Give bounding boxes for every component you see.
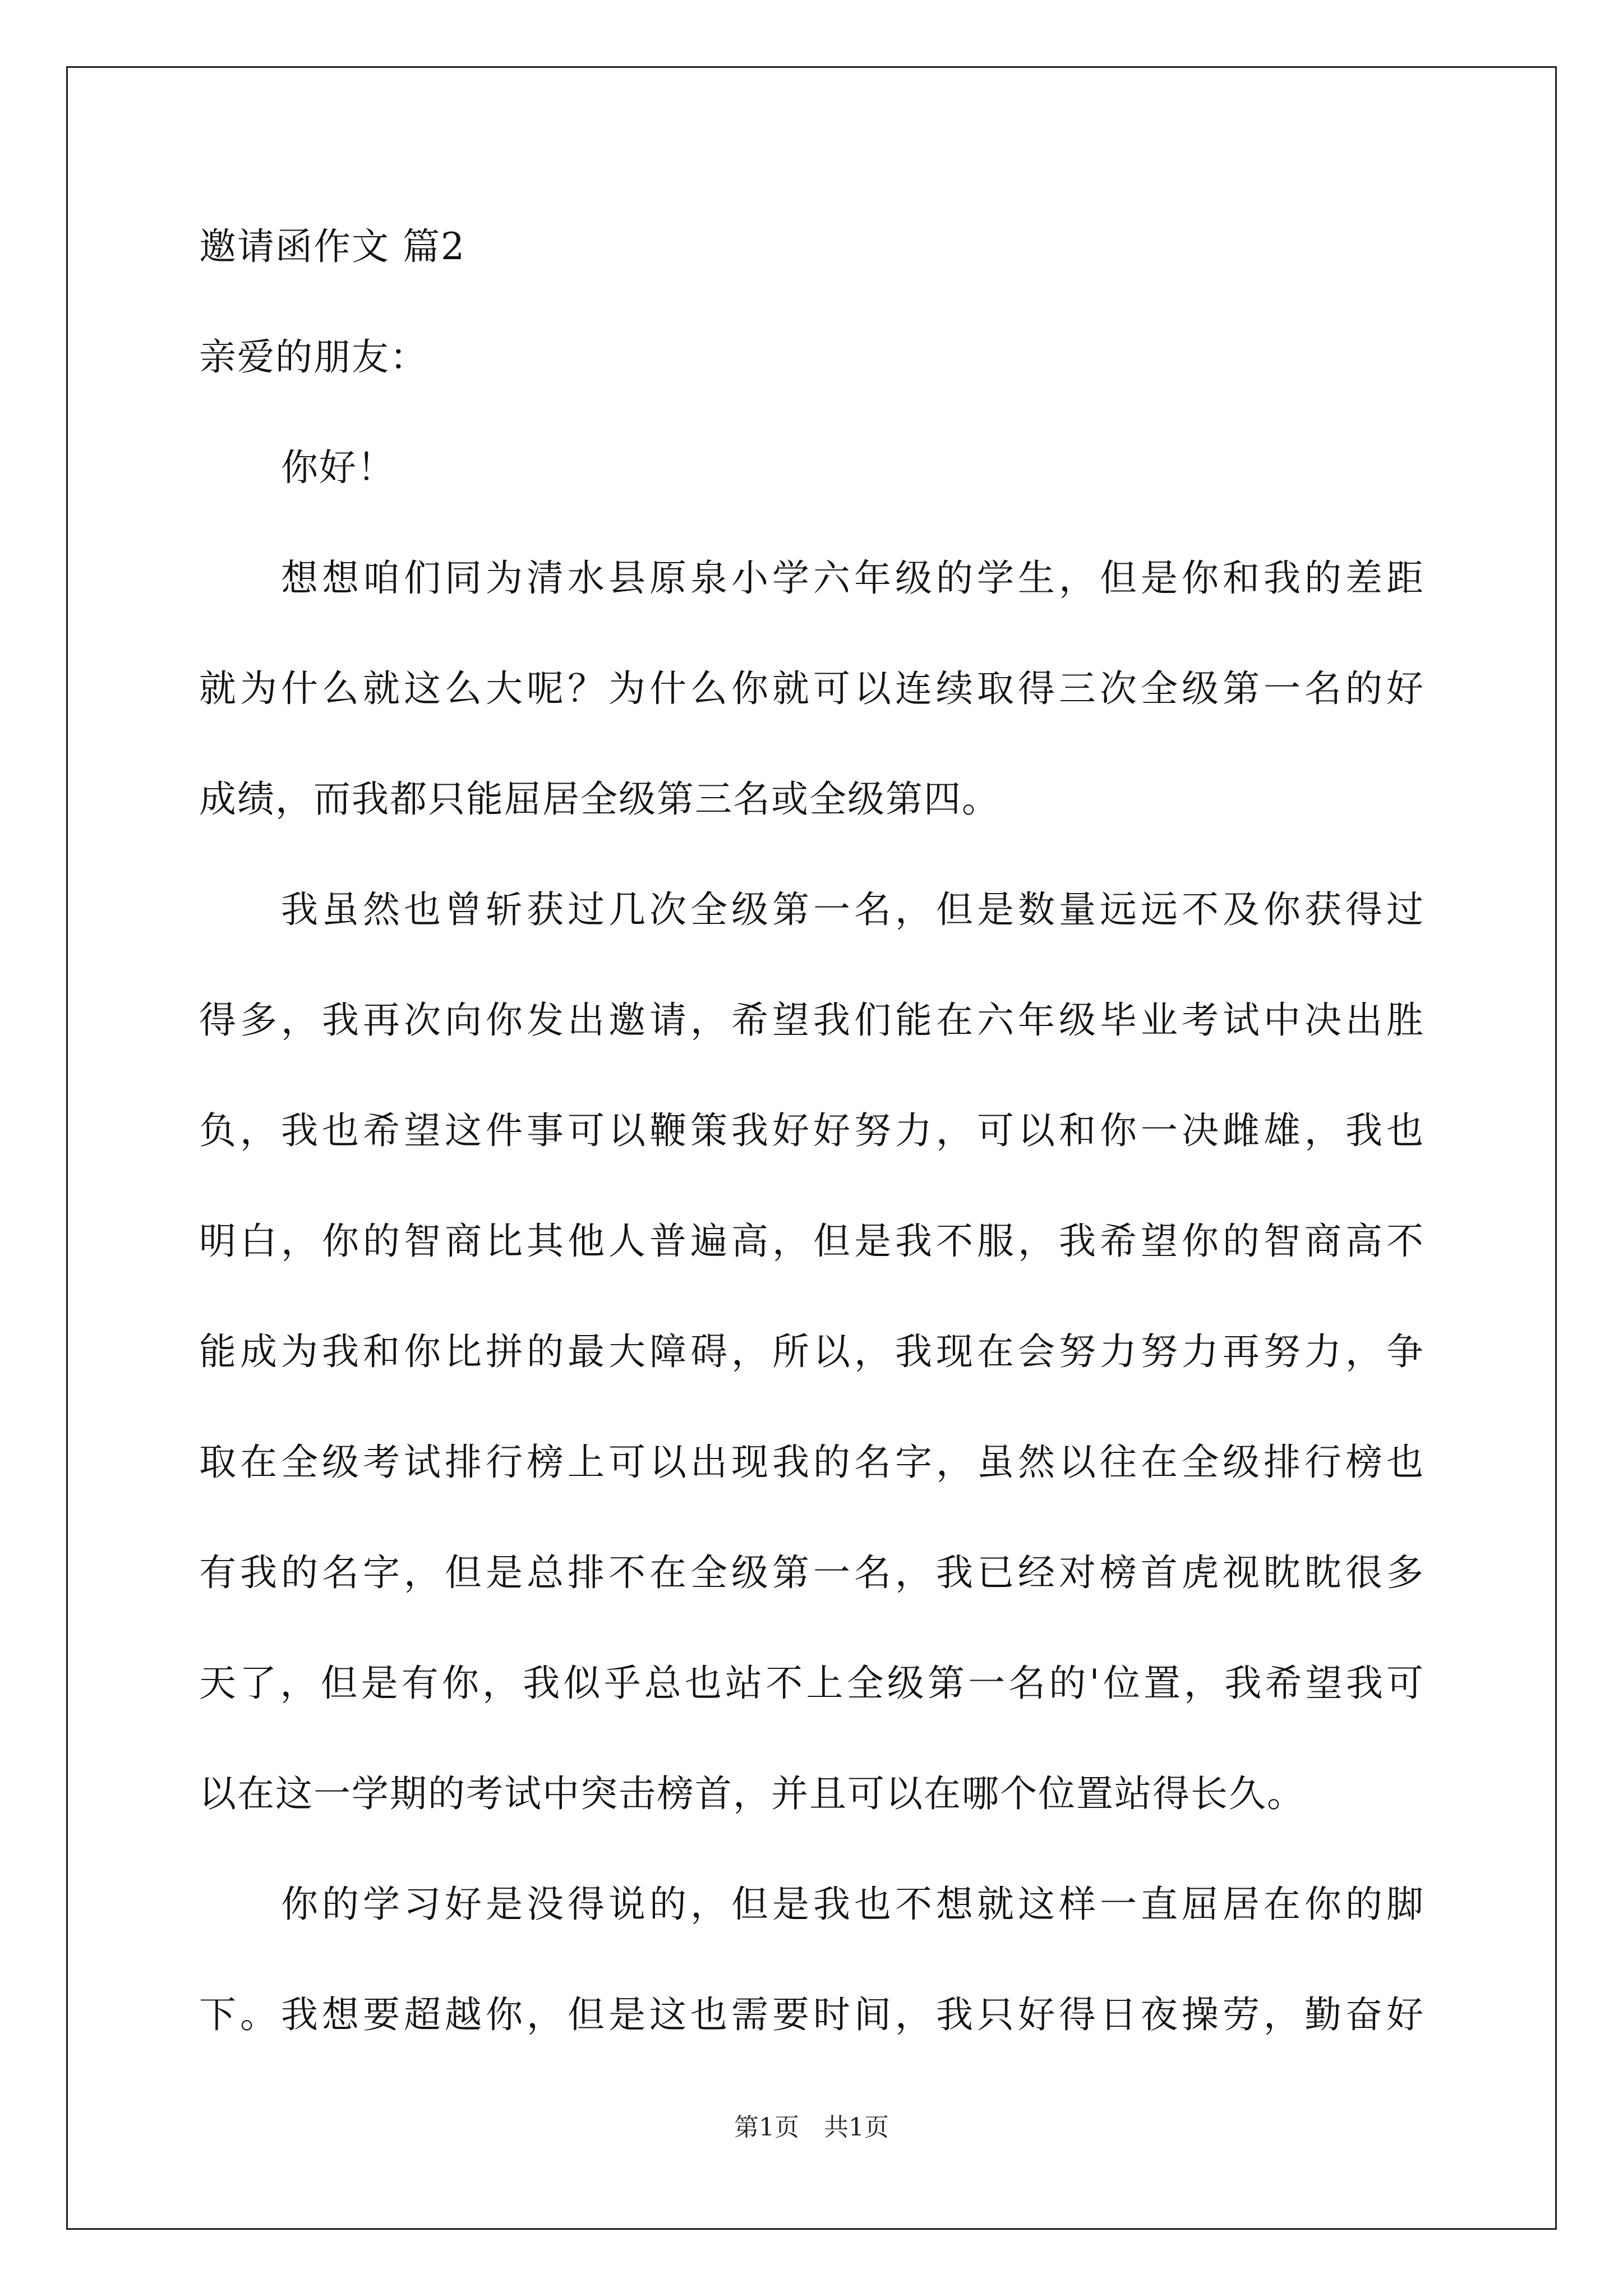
paragraph-line: 明白，你的智商比其他人普遍高，但是我不服，我希望你的智商高不 [199, 1220, 1424, 1263]
paragraph-line: 得多，我再次向你发出邀请，希望我们能在六年级毕业考试中决出胜 [199, 999, 1424, 1042]
document-title: 邀请函作文 篇2 [199, 225, 465, 268]
salutation: 亲爱的朋友： [199, 335, 428, 379]
paragraph-line: 下。我想要超越你，但是这也需要时间，我只好得日夜操劳，勤奋好 [199, 1993, 1424, 2036]
paragraph-line: 成绩，而我都只能屈居全级第三名或全级第四。 [199, 777, 1000, 821]
paragraph-line: 负，我也希望这件事可以鞭策我好好努力，可以和你一决雌雄，我也 [199, 1109, 1424, 1152]
paragraph-line: 能成为我和你比拼的最大障碍，所以，我现在会努力努力再努力，争 [199, 1330, 1424, 1373]
page-footer: 第1页 共1页 [734, 2113, 889, 2142]
hello-line: 你好！ [281, 446, 395, 489]
paragraph-line: 取在全级考试排行榜上可以出现我的名字，虽然以往在全级排行榜也 [199, 1441, 1424, 1484]
document-body [199, 219, 1433, 2097]
paragraph-line: 我虽然也曾斩获过几次全级第一名，但是数量远远不及你获得过 [281, 888, 1424, 931]
paragraph-2 [199, 882, 1433, 1822]
paragraph-line: 有我的名字，但是总排不在全级第一名，我已经对榜首虎视眈眈很多 [199, 1551, 1424, 1594]
paragraph-line: 你的学习好是没得说的，但是我也不想就这样一直屈居在你的脚 [281, 1883, 1424, 1926]
paragraph-line: 天了，但是有你，我似乎总也站不上全级第一名的'位置，我希望我可 [199, 1662, 1424, 1705]
paragraph-3 [199, 1876, 1433, 2043]
paragraph-line: 以在这一学期的考试中突击榜首，并且可以在哪个位置站得长久。 [199, 1772, 1305, 1815]
paragraph-line: 想想咱们同为清水县原泉小学六年级的学生，但是你和我的差距 [281, 556, 1424, 600]
paragraph-line: 就为什么就这么大呢？为什么你就可以连续取得三次全级第一名的好 [199, 667, 1424, 710]
paragraph-1 [199, 550, 1433, 827]
